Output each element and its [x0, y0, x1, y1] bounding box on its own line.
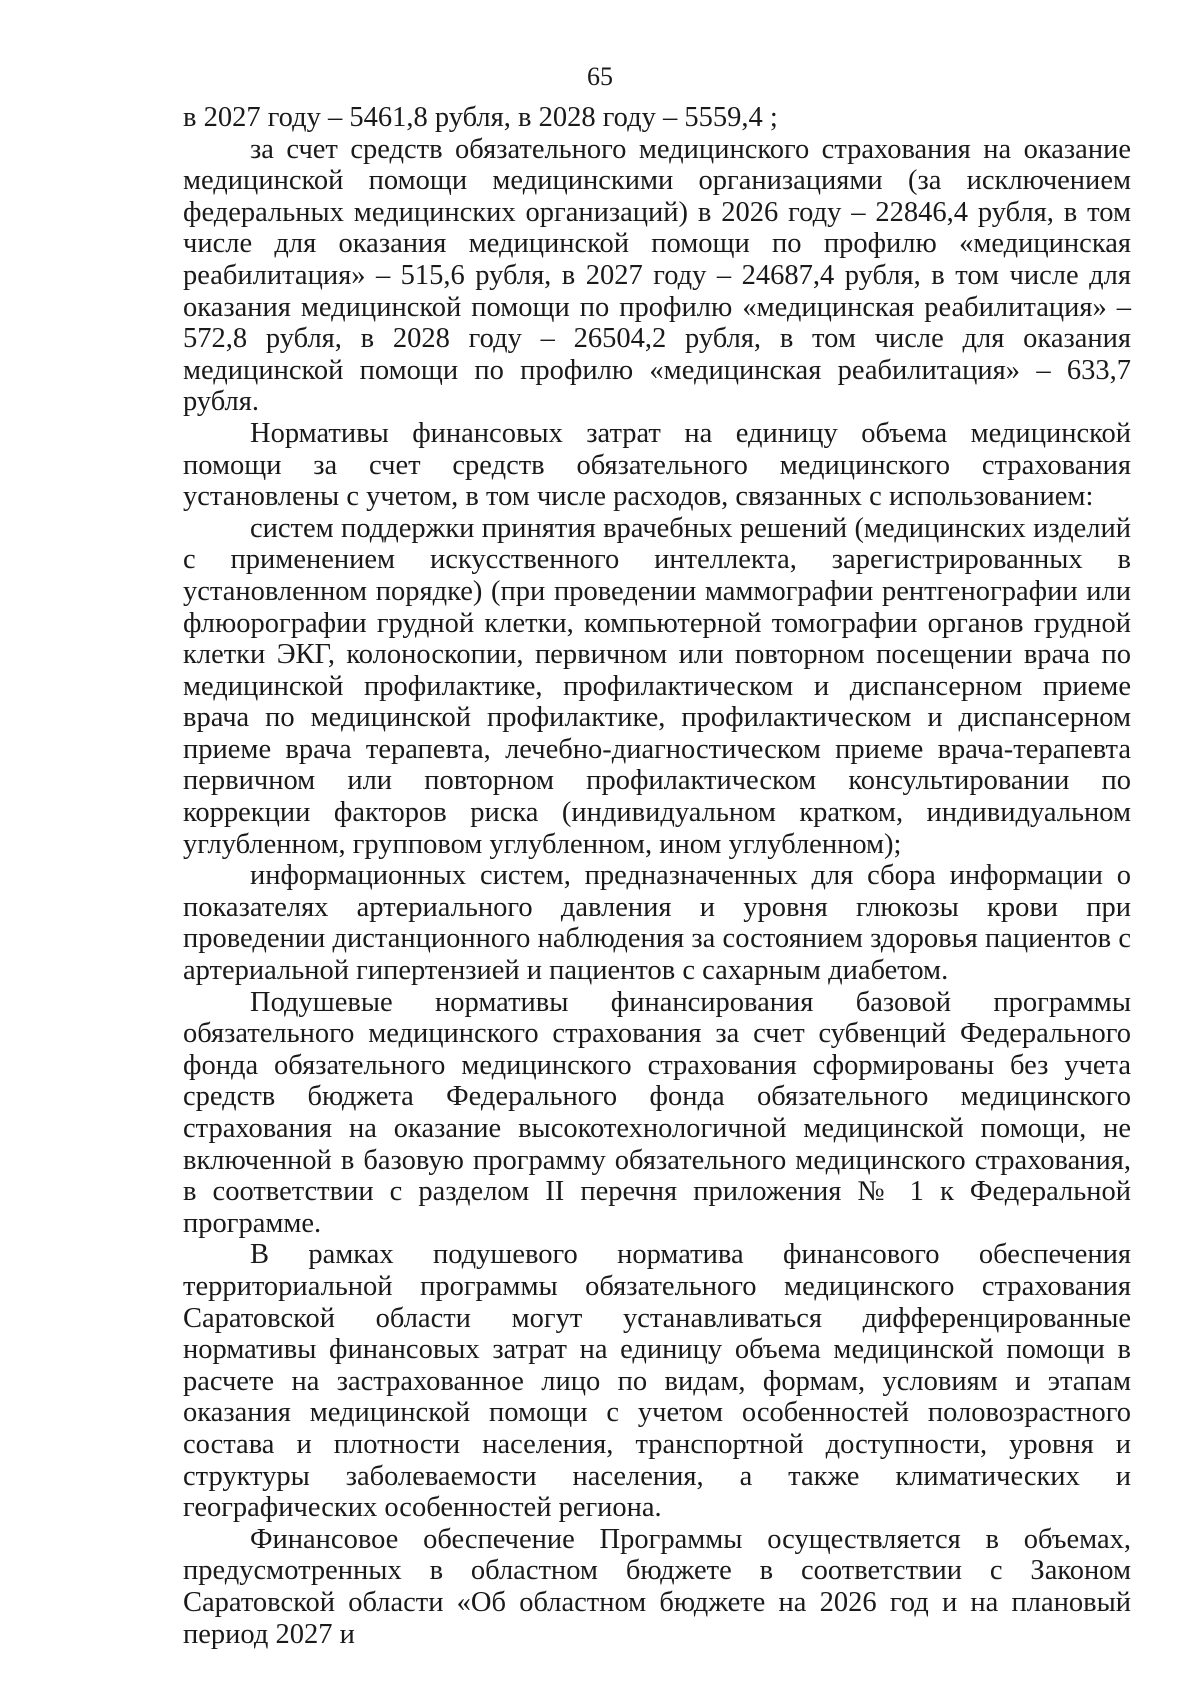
paragraph-differentiated-norms: В рамках подушевого норматива финансового обеспечения территориальной программы обязательного медицинского страхования Саратовской области могут устанавливаться дифференцированные нормативы финансовых затрат на единицу объема медицинской помощи в расчете на застрахованное лицо по видам, формам, условиям и этапам оказания медицинской помощи с учетом особенностей половозрастного состава и плотности населения, транспортной доступности, уровня и структуры заболеваемости населения, а также климатических и географических особенностей региона. [183, 1239, 1131, 1524]
document-body [183, 102, 1131, 1650]
paragraph-funding-2027-2028: в 2027 году – 5461,8 рубля, в 2028 году – 5559,4 ; [183, 102, 778, 133]
paragraph-cost-norms: Нормативы финансовых затрат на единицу объема медицинской помощи за счет средств обязательного медицинского страхования установлены с учетом, в том числе расходов, связанных с использованием: [183, 417, 1131, 513]
paragraph-oms-funding: за счет средств обязательного медицинского страхования на оказание медицинской помощи медицинскими организациями (за исключением федеральных медицинских организаций) в 2026 году – 22846,4 рубля, в том числе для оказания медицинской помощи по профилю «медицинская реабилитация» – 515,6 рубля, в 2027 году – 24687,4 рубля, в том числе для оказания медицинской помощи по профилю «медицинская реабилитация» – 572,8 рубля, в 2028 году – 26504,2 рубля, в том числе для оказания медицинской помощи по профилю «медицинская реабилитация» – 633,7 рубля. [183, 133, 1131, 418]
paragraph-information-systems: информационных систем, предназначенных для сбора информации о показателях артериального давления и уровня глюкозы крови при проведении дистанционного наблюдения за состоянием здоровья пациентов с артериальной гипертензией и пациентов с сахарным диабетом. [183, 860, 1131, 987]
paragraph-program-financing: Финансовое обеспечение Программы осуществляется в объемах, предусмотренных в областном бюджете в соответствии с Законом Саратовской области «Об областном бюджете на 2026 год и на плановый период 2027 и [183, 1523, 1131, 1650]
page-number: 65 [587, 62, 613, 91]
paragraph-decision-support-systems: систем поддержки принятия врачебных решений (медицинских изделий с применением искусственного интеллекта, зарегистрированных в установленном порядке) (при проведении маммографии рентгенографии или флюорографии грудной клетки, компьютерной томографии органов грудной клетки ЭКГ, колоноскопии, первичном или повторном посещении врача по медицинской профилактике, профилактическом и диспансерном приеме врача по медицинской профилактике, профилактическом и диспансерном приеме врача терапевта, лечебно-диагностическом приеме врача-терапевта первичном или повторном профилактическом консультировании по коррекции факторов риска (индивидуальном кратком, индивидуальном углубленном, групповом углубленном, ином углубленном); [183, 512, 1131, 860]
paragraph-per-capita-norms: Подушевые нормативы финансирования базовой программы обязательного медицинского страхования за счет субвенций Федерального фонда обязательного медицинского страхования сформированы без учета средств бюджета Федерального фонда обязательного медицинского страхования на оказание высокотехнологичной медицинской помощи, не включенной в базовую программу обязательного медицинского страхования, в соответствии с разделом II перечня приложения № 1 к Федеральной программе. [183, 986, 1131, 1239]
